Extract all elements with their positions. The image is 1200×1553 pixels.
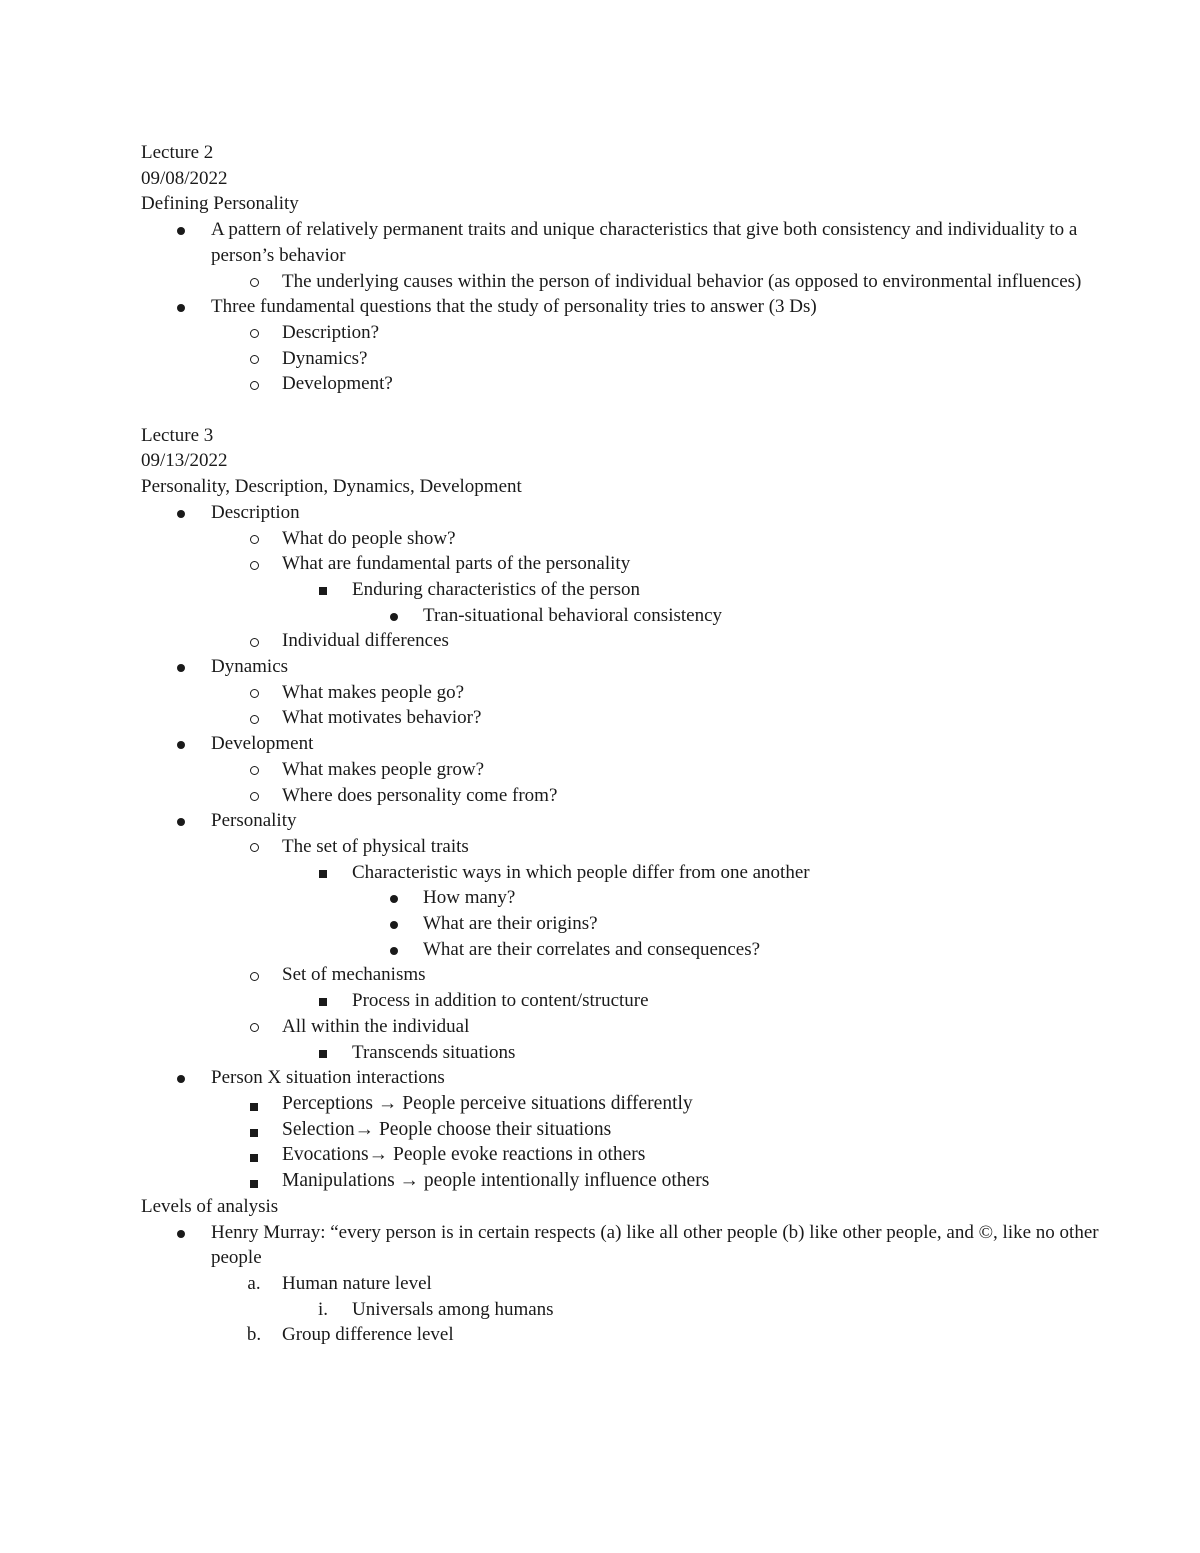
document-content [141, 140, 1101, 1348]
list-item-text: What are their correlates and consequences? [423, 938, 761, 960]
list-item-text: Group difference level [282, 1324, 454, 1346]
list-item [141, 346, 1101, 372]
list-item [141, 1014, 1101, 1040]
list-item [141, 654, 1101, 680]
bullet-circle-icon [244, 680, 264, 706]
list-item-text: Dynamics? [282, 347, 368, 369]
list-item [141, 834, 1101, 860]
bullet-dot-icon [171, 217, 191, 243]
list-item-text: Perceptions → People perceive situations differently [282, 1093, 693, 1114]
bullet-circle-icon [244, 962, 264, 988]
list-item [141, 680, 1101, 706]
lecture-3-heading: Personality, Description, Dynamics, Development [141, 476, 522, 498]
list-item [141, 1091, 1101, 1117]
bullet-dot-icon [171, 500, 191, 526]
list-item [141, 808, 1101, 834]
list-item-text: Evocations→ People evoke reactions in others [282, 1144, 646, 1166]
list-item [141, 731, 1101, 757]
bullet-dot-icon [171, 1065, 191, 1091]
list-item [141, 757, 1101, 783]
bullet-dot-icon [171, 654, 191, 680]
list-item-text: Personality [211, 810, 297, 832]
list-item-text: Universals among humans [352, 1298, 554, 1320]
bullet-circle-icon [244, 551, 264, 577]
list-item [141, 1040, 1101, 1066]
list-item [141, 1271, 1101, 1297]
list-item [141, 577, 1101, 603]
list-item-text: The underlying causes within the person of individual behavior (as opposed to environmental influences) [282, 270, 1082, 292]
list-item-text: What do people show? [282, 527, 456, 549]
list-item [141, 962, 1101, 988]
list-item-text: Description [211, 501, 300, 523]
bullet-circle-icon [244, 834, 264, 860]
list-item-text: Selection→ People choose their situations [282, 1118, 612, 1140]
bullet-circle-icon [244, 269, 264, 295]
list-item-text: A pattern of relatively permanent traits and unique characteristics that give both consistency and individuality to a person’s behavior [211, 219, 1078, 266]
lecture-2-date: 09/08/2022 [141, 167, 228, 189]
list-item-text: Person X situation interactions [211, 1067, 445, 1089]
list-item [141, 1168, 1101, 1194]
list-item [141, 705, 1101, 731]
list-item-text: What makes people grow? [282, 758, 485, 780]
list-item-text: Individual differences [282, 630, 449, 652]
list-item-text: Human nature level [282, 1272, 432, 1294]
list-item-text: What are fundamental parts of the personality [282, 553, 631, 575]
lecture-3-title: Lecture 3 [141, 424, 214, 446]
bullet-square-icon [313, 1040, 333, 1066]
list-item [141, 1065, 1101, 1091]
list-item-text: Henry Murray: “every person is in certain respects (a) like all other people (b) like other people, and ©, like no other people [211, 1221, 1099, 1269]
list-item [141, 551, 1101, 577]
lecture-2-heading: Defining Personality [141, 193, 299, 215]
list-marker-b: b. [246, 1324, 262, 1346]
list-item-text: Dynamics [211, 656, 289, 678]
bullet-circle-icon [244, 320, 264, 346]
list-item-text: Development [211, 733, 314, 755]
list-item [141, 1297, 1101, 1323]
bullet-dot-icon [384, 603, 404, 629]
list-item [141, 269, 1101, 295]
list-item-text: Process in addition to content/structure [352, 990, 649, 1012]
list-item-text: Tran-situational behavioral consistency [423, 604, 723, 626]
list-item-text: Enduring characteristics of the person [352, 578, 641, 600]
bullet-square-icon [313, 860, 333, 886]
levels-heading: Levels of analysis [141, 1195, 279, 1217]
list-item-text: What makes people go? [282, 681, 465, 703]
bullet-dot-icon [171, 731, 191, 757]
bullet-square-icon [313, 988, 333, 1014]
list-item [141, 371, 1101, 397]
list-item [141, 500, 1101, 526]
list-item-text: What motivates behavior? [282, 707, 482, 729]
list-item [141, 526, 1101, 552]
list-item [141, 860, 1101, 886]
list-item-text: The set of physical traits [282, 835, 469, 857]
list-item [141, 885, 1101, 911]
list-marker-i: i. [317, 1298, 329, 1320]
bullet-dot-icon [171, 808, 191, 834]
list-item [141, 1322, 1101, 1348]
list-item [141, 1117, 1101, 1143]
bullet-dot-icon [384, 885, 404, 911]
list-item-text: Characteristic ways in which people differ from one another [352, 861, 810, 883]
bullet-dot-icon [384, 937, 404, 963]
list-item-text: Transcends situations [352, 1041, 516, 1063]
bullet-circle-icon [244, 526, 264, 552]
list-item-text: Set of mechanisms [282, 964, 426, 986]
list-item [141, 217, 1101, 268]
list-item [141, 294, 1101, 320]
list-item [141, 783, 1101, 809]
list-item [141, 628, 1101, 654]
list-marker-a: a. [247, 1272, 261, 1294]
lecture-2-title: Lecture 2 [141, 142, 214, 163]
list-item-text: Three fundamental questions that the study of personality tries to answer (3 Ds) [211, 296, 817, 318]
bullet-circle-icon [244, 371, 264, 397]
bullet-dot-icon [171, 294, 191, 320]
list-item [141, 320, 1101, 346]
list-item [141, 911, 1101, 937]
list-item [141, 1220, 1101, 1271]
list-item-text: Description? [282, 321, 380, 343]
list-item-text: Where does personality come from? [282, 784, 558, 806]
list-item [141, 988, 1101, 1014]
list-item-text: All within the individual [282, 1015, 470, 1037]
lecture-3-date: 09/13/2022 [141, 450, 228, 472]
bullet-dot-icon [384, 911, 404, 937]
bullet-circle-icon [244, 1014, 264, 1040]
blank-line [141, 397, 1101, 423]
list-item [141, 937, 1101, 963]
list-item-text: How many? [423, 887, 516, 909]
list-item [141, 603, 1101, 629]
bullet-dot-icon [171, 1220, 191, 1246]
bullet-circle-icon [244, 346, 264, 372]
list-item-text: What are their origins? [423, 913, 598, 935]
list-item [141, 1142, 1101, 1168]
bullet-square-icon [313, 577, 333, 603]
bullet-circle-icon [244, 705, 264, 731]
bullet-circle-icon [244, 628, 264, 654]
list-item-text: Manipulations → people intentionally influence others [282, 1170, 710, 1192]
bullet-circle-icon [244, 783, 264, 809]
list-item-text: Development? [282, 373, 393, 395]
bullet-circle-icon [244, 757, 264, 783]
